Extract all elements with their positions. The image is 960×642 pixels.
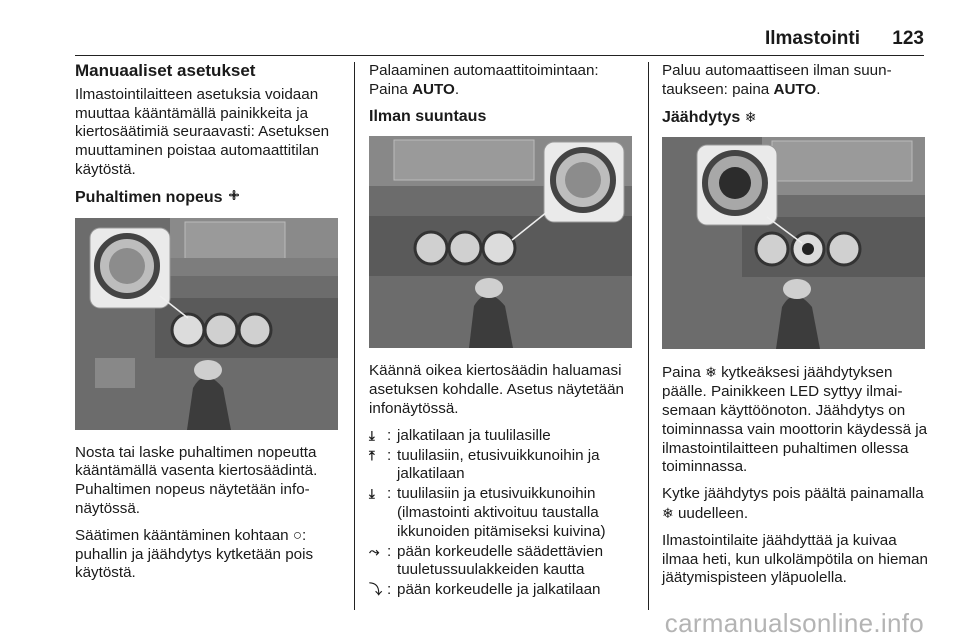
page-number: 123	[892, 28, 924, 49]
fan-speed-heading	[75, 188, 345, 208]
auto-direction-return-start: Paluu automaattiseen ilman suuntaukseen: paina	[662, 62, 892, 98]
cooling-on-text	[662, 363, 934, 477]
fan-off-text: Säätimen kääntäminen kohtaan ○: puhallin ja jäähdytys kytketään pois käytöstä.	[75, 526, 314, 582]
footwell-windscreen-icon: ⤓	[369, 427, 375, 443]
air-direction-text: Käännä oikea kiertosäädin haluamasi asetuksen kohdalle. Asetus näytetään infonäytössä.	[369, 362, 624, 417]
cooling-heading-text: Jäähdytys	[662, 108, 741, 126]
air-direction-heading: Ilman suuntaus	[369, 107, 487, 125]
auto-direction-return-end: .	[816, 80, 821, 98]
list-separator: :	[387, 426, 392, 444]
cooling-heading	[662, 108, 934, 128]
watermark: carmanualsonline.info	[664, 608, 924, 638]
cooling-info-text: Ilmastointilaite jäähdyttää ja kuivaa ilmaa heti, kun ulkolämpötila on hieman jäätymispisteen yläpuolella.	[662, 531, 928, 587]
auto-return-text	[369, 62, 641, 100]
snowflake-icon: ❄	[744, 108, 757, 125]
snowflake-icon: ❄	[705, 364, 717, 381]
column-divider-2	[648, 62, 649, 610]
column-1	[75, 62, 345, 591]
list-separator: :	[387, 446, 392, 464]
list-item-text: tuulilasiin ja etusivuikkunoihin (ilmastointi aktivoituu taustalla ikkunoiden pitämiseksi kuivina)	[397, 485, 606, 540]
cooling-off-text-end: uudelleen.	[677, 504, 749, 522]
column-divider-1	[354, 62, 355, 610]
list-separator: :	[387, 485, 392, 503]
windscreen-side-footwell-icon: ⤒	[369, 447, 375, 463]
cooling-on-text-start: Paina	[662, 364, 701, 382]
intro-paragraph: Ilmastointilaitteen asetuksia voidaan muuttaa kääntämällä painikkeita ja kiertosäätimiä seuraavasti: Asetuksen muuttaminen poistaa automaattitilan käytöstä.	[75, 85, 330, 178]
snowflake-icon: ❄	[662, 504, 674, 521]
auto-return-text-start: Palaaminen automaattitoimintaan: Paina	[369, 62, 599, 98]
head-footwell-icon: ⤵	[369, 582, 383, 598]
header-rule	[75, 55, 924, 56]
head-level-icon: ⤳	[369, 543, 380, 559]
list-separator: :	[387, 542, 392, 560]
air-direction-list	[369, 427, 641, 600]
cooling-on-text-end: kytkeäksesi jäähdytyksen päälle. Painikkeen LED syttyy ilmaisemaan käyttöönoton. Jäähdytys on toiminnassa vain moottorin käydessä ja ilmastointilaitteen puhaltimen ollessa toiminnassa.	[662, 364, 928, 476]
list-item-text: tuulilasiin, etusivuikkunoihin ja jalkatilaan	[397, 446, 600, 483]
column-2	[369, 62, 641, 600]
auto-label: AUTO	[412, 80, 455, 98]
windscreen-side-icon: ⤓	[369, 486, 375, 502]
list-item-text: pään korkeudelle ja jalkatilaan	[397, 581, 601, 599]
column-3	[662, 62, 934, 596]
air-direction-photo	[369, 136, 632, 348]
fan-icon	[227, 189, 241, 205]
page-header-title: Ilmastointi	[764, 28, 860, 49]
list-item-text: pään korkeudelle säädettävien tuuletussuulakkeiden kautta	[397, 542, 604, 579]
list-item-text: jalkatilaan ja tuulilasille	[397, 426, 551, 444]
fan-speed-photo	[75, 218, 338, 430]
list-separator: :	[387, 581, 392, 599]
cooling-photo	[662, 137, 925, 349]
auto-label: AUTO	[773, 80, 817, 98]
fan-speed-heading-text: Puhaltimen nopeus	[75, 188, 223, 206]
auto-direction-return-text	[662, 62, 934, 100]
section-heading: Manuaaliset asetukset	[75, 61, 256, 80]
cooling-off-text	[662, 485, 934, 524]
auto-return-text-end: .	[454, 80, 460, 98]
fan-speed-text: Nosta tai laske puhaltimen nopeutta kääntämällä vasenta kiertosäädintä. Puhaltimen nopeus näytetään infonäytössä.	[75, 443, 318, 517]
cooling-off-text-start: Kytke jäähdytys pois päältä painamalla	[662, 485, 924, 503]
